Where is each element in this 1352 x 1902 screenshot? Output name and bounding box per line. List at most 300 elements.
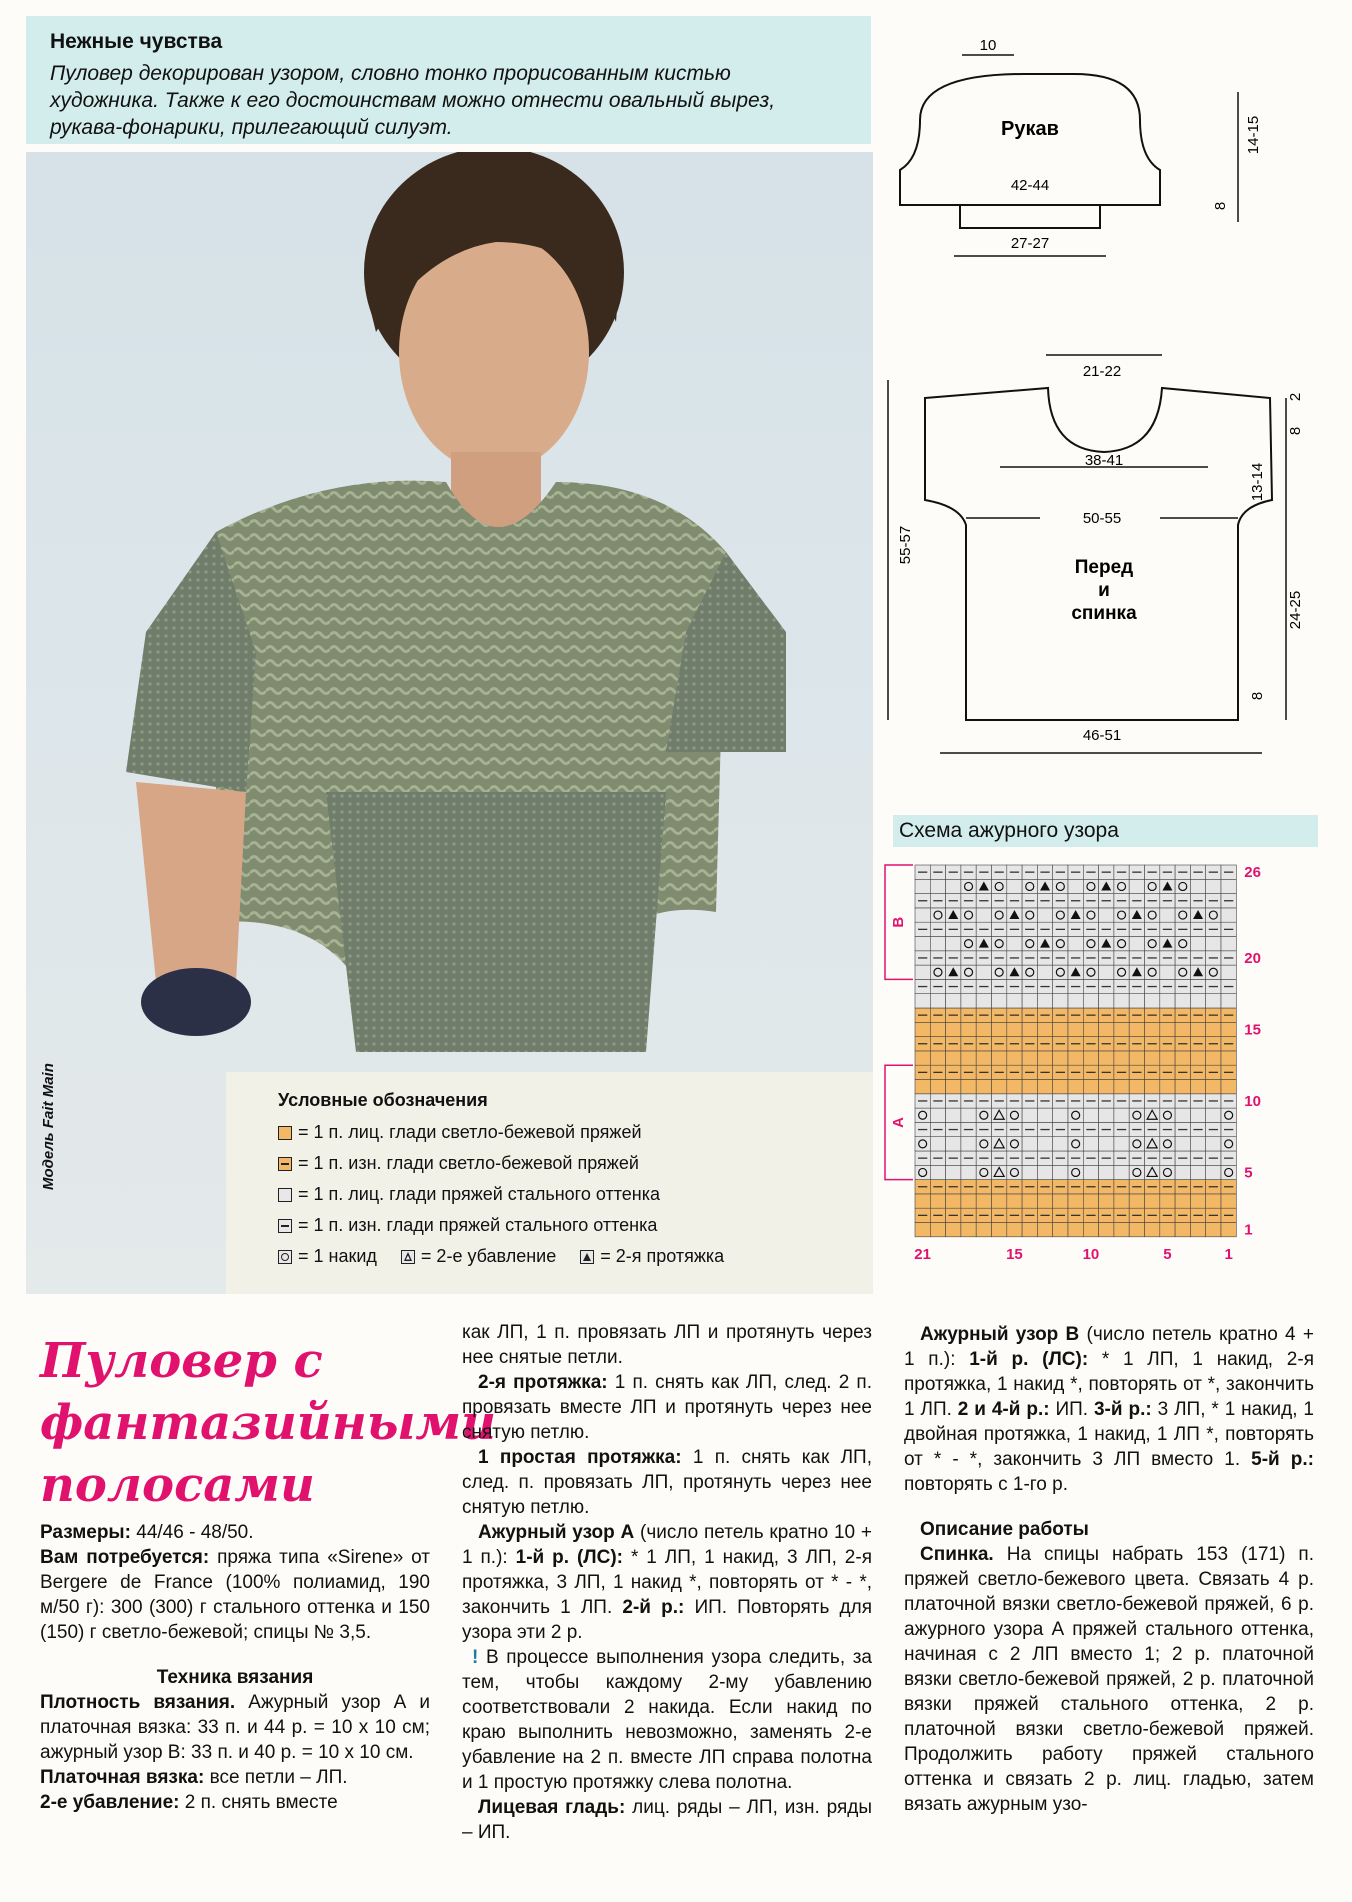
exclamation-icon: ! [472, 1647, 479, 1668]
chart-cell [1068, 994, 1083, 1008]
decrease-icon [401, 1250, 415, 1264]
intro-box [26, 16, 871, 144]
chart-cell [915, 1165, 930, 1179]
chart-cell [1037, 994, 1052, 1008]
chart-cell [1007, 1108, 1022, 1122]
legend-row [278, 1179, 868, 1210]
photo-caption: Модель Fait Main [40, 1063, 57, 1190]
chart-cell [961, 1051, 976, 1065]
pattern-a-pre: (число петель кратно 10 + 1 п.): [462, 1522, 872, 1568]
chart-cell [946, 1165, 961, 1179]
chart-cell [1206, 1223, 1221, 1237]
chart-cell [1114, 1194, 1129, 1208]
chart-cell [1221, 908, 1236, 922]
chart-cell [976, 1051, 991, 1065]
chart-cell [915, 1137, 930, 1151]
chart-cell [1083, 879, 1098, 893]
pull2-text: 1 п. снять как ЛП, след. 2 п. провязать вместе ЛП и протянуть через нее снятую петлю. [462, 1372, 872, 1443]
chart-cell [930, 994, 945, 1008]
pattern-b-text2: ИП. [1049, 1399, 1094, 1420]
pull1-label: 1 простая протяжка: [478, 1447, 682, 1468]
chart-cell [1099, 1051, 1114, 1065]
chart-cell [1190, 1051, 1205, 1065]
chart-cell [1145, 1080, 1160, 1094]
chart-cell [1221, 1108, 1236, 1122]
chart-cell [1190, 1223, 1205, 1237]
chart-cell [1007, 994, 1022, 1008]
chart-cell [915, 965, 930, 979]
pull1-paragraph [462, 1445, 872, 1520]
chart-cell [1175, 965, 1190, 979]
steel-dash-icon [278, 1219, 292, 1233]
note-paragraph [462, 1645, 872, 1795]
column-label: 10 [1082, 1245, 1100, 1263]
chart-cell [1145, 1022, 1160, 1036]
chart-cell [1037, 1165, 1052, 1179]
chart-cell [1206, 937, 1221, 951]
chart-cell [1129, 1108, 1144, 1122]
chart-cell [1206, 965, 1221, 979]
legend-row [278, 1148, 868, 1179]
chart-cell [1190, 994, 1205, 1008]
dim-8-bottom: 8 [1249, 691, 1266, 701]
chart-cell [961, 879, 976, 893]
dim-24-25: 24-25 [1287, 590, 1304, 630]
chart-cell [1053, 994, 1068, 1008]
chart-cell [1160, 1022, 1175, 1036]
chart-cell [1007, 1080, 1022, 1094]
materials-label: Вам потребуется: [40, 1547, 210, 1568]
chart-cell [1053, 908, 1068, 922]
body-label-3: спинка [1071, 603, 1137, 624]
dim-8-top: 8 [1287, 426, 1304, 436]
chart-cell [915, 908, 930, 922]
chart-cell [1114, 937, 1129, 951]
sleeve-cuff [960, 205, 1100, 228]
chart-cell [1083, 965, 1098, 979]
chart-cell [1099, 1165, 1114, 1179]
chart-cell [1068, 1194, 1083, 1208]
garter-text: все петли – ЛП. [204, 1767, 348, 1788]
pattern-a-label: Ажурный узор А [478, 1522, 635, 1543]
row-label: 20 [1244, 949, 1261, 967]
chart-cell [930, 879, 945, 893]
chart-cell [992, 1194, 1007, 1208]
chart-cell [1022, 908, 1037, 922]
sizes-text: 44/46 - 48/50. [130, 1522, 254, 1543]
chart-cell [1022, 965, 1037, 979]
chart-cell [1160, 1194, 1175, 1208]
chart-cell [1099, 994, 1114, 1008]
chart-cell [1068, 1108, 1083, 1122]
chart-cell [1007, 1051, 1022, 1065]
chart-cell [1068, 1080, 1083, 1094]
chart-cell [1053, 1051, 1068, 1065]
chart-cell [930, 1137, 945, 1151]
chart-cell [930, 908, 945, 922]
chart-cell [1114, 1223, 1129, 1237]
chart-cell [1129, 1022, 1144, 1036]
chart-cell [1068, 1022, 1083, 1036]
chart-cell [946, 1080, 961, 1094]
sleeve-height-dim: 14-15 [1245, 115, 1262, 155]
legend-row [278, 1117, 868, 1148]
sleeve-cuff-height-dim: 8 [1212, 201, 1229, 211]
back-label: Спинка. [920, 1544, 994, 1565]
chart-cell [946, 1022, 961, 1036]
chart-cell [1145, 908, 1160, 922]
chart-cell [930, 1223, 945, 1237]
chart-cell [1221, 1022, 1236, 1036]
chart-cell [930, 1165, 945, 1179]
chart-cell [1053, 1223, 1068, 1237]
chart-cell [915, 937, 930, 951]
chart-cell [1022, 937, 1037, 951]
chart-cell [1007, 1165, 1022, 1179]
chart-cell [976, 1137, 991, 1151]
article-title: Пуловер с фантазийными полосами [40, 1333, 497, 1513]
chart-cell [915, 1223, 930, 1237]
chart-cell [1190, 1194, 1205, 1208]
chart-cell [1083, 1137, 1098, 1151]
chart-cell [1022, 1080, 1037, 1094]
legend-text: = 1 п. изн. глади светло-бежевой пряжей [298, 1153, 639, 1173]
sizes-label: Размеры: [40, 1522, 131, 1543]
chart-cell [946, 879, 961, 893]
pattern-b-row24: 2 и 4-й р.: [957, 1399, 1050, 1420]
chart-cell [1114, 965, 1129, 979]
chart-cell [992, 1051, 1007, 1065]
chart-cell [1114, 994, 1129, 1008]
chart-cell [1083, 1051, 1098, 1065]
chart-cell [1129, 1137, 1144, 1151]
chart-cell [1221, 879, 1236, 893]
chart-cell [1160, 1165, 1175, 1179]
chart-cell [1099, 1080, 1114, 1094]
chart-cell [976, 1194, 991, 1208]
chart-cell [992, 879, 1007, 893]
chart-cell [1129, 994, 1144, 1008]
chart-cell [1206, 1137, 1221, 1151]
chart-cell [1175, 1137, 1190, 1151]
pattern-b-row3: 3-й р.: [1093, 1399, 1152, 1420]
chart-cell [1114, 1108, 1129, 1122]
chart-cell [992, 937, 1007, 951]
column-label: 21 [914, 1245, 931, 1263]
chart-cell [1037, 1137, 1052, 1151]
chart-cell [992, 994, 1007, 1008]
chart-cell [1221, 1194, 1236, 1208]
column-3 [904, 1322, 1314, 1817]
light-square-icon [278, 1126, 292, 1140]
chart-cell [1129, 1194, 1144, 1208]
chart-cell [930, 965, 945, 979]
chart-cell [915, 1051, 930, 1065]
pull2-paragraph [462, 1370, 872, 1445]
chart-cell [1099, 1137, 1114, 1151]
chart-cell [1083, 1108, 1098, 1122]
chart-cell [1083, 1223, 1098, 1237]
chart-cell [1206, 879, 1221, 893]
chart-cell [915, 1080, 930, 1094]
chart-cell [1083, 1165, 1098, 1179]
sleeve-cuff-dim: 27-27 [1010, 235, 1050, 252]
row-label: 1 [1244, 1221, 1253, 1239]
chart-cell [976, 1108, 991, 1122]
chart-cell [1160, 1108, 1175, 1122]
chart-cell [1099, 1108, 1114, 1122]
sleeve-schematic [880, 30, 1320, 280]
chart-cell [1083, 1194, 1098, 1208]
chart-cell [1114, 879, 1129, 893]
chart-cell [1007, 1022, 1022, 1036]
stockinette-text: лиц. ряды – ЛП, изн. ряды – ИП. [462, 1797, 873, 1843]
chart-cell [1129, 937, 1144, 951]
pattern-a-row1: 1-й р. (ЛС): [515, 1547, 624, 1568]
chart-cell [1053, 937, 1068, 951]
chart-cell [1037, 1194, 1052, 1208]
chart-cell [1175, 1223, 1190, 1237]
light-dash-icon [278, 1157, 292, 1171]
chart-cell [1053, 879, 1068, 893]
sizes-paragraph [40, 1520, 430, 1545]
intro-text: Пуловер декорирован узором, словно тонко прорисованным кистью художника. Также к его достоинствам можно отнести овальный вырез, рукава-фонарики, прилегающий силуэт. [50, 62, 776, 139]
chart-cell [1190, 1165, 1205, 1179]
chart-cell [1037, 1108, 1052, 1122]
chart-cell [1221, 1223, 1236, 1237]
chart-cell [1053, 1108, 1068, 1122]
chart-cell [1037, 1223, 1052, 1237]
chart-cell [1068, 879, 1083, 893]
chart-cell [1160, 1223, 1175, 1237]
legend-text: = 1 накид [298, 1246, 377, 1266]
chart-cell [992, 1022, 1007, 1036]
materials-text: пряжа типа «Sirene» от Bergere de France (100% полиамид, 190 м/50 г): 300 (300) г стального оттенка и 150 (150) г светло-бежевой; спицы № 3,5. [40, 1547, 430, 1643]
chart-cell [1037, 1022, 1052, 1036]
chart-cell [992, 965, 1007, 979]
total-height-dim: 55-57 [897, 525, 914, 565]
chart-cell [1007, 937, 1022, 951]
legend-title: Условные обозначения [278, 1090, 488, 1110]
chart-cell [1190, 1080, 1205, 1094]
legend-text: = 2-е убавление [420, 1246, 557, 1266]
chart-cell [1099, 965, 1114, 979]
chart-cell [1068, 1051, 1083, 1065]
chart-cell [1037, 908, 1052, 922]
density-paragraph [40, 1690, 430, 1765]
chart-cell [930, 1194, 945, 1208]
chart-cell [915, 1022, 930, 1036]
chart-cell [1053, 1137, 1068, 1151]
chart-cell [1129, 1080, 1144, 1094]
column-label: 1 [1224, 1245, 1233, 1263]
pattern-a-text: * 1 ЛП, 1 накид, 3 ЛП, 2-я протяжка, 3 ЛП, 1 накид *, повторять от * - *, закончить 1 ЛП. [462, 1547, 872, 1618]
pattern-b-text5: повторять с 1-го р. [904, 1474, 1068, 1495]
chart-cell [1099, 1022, 1114, 1036]
chart-cell [1099, 908, 1114, 922]
chart-cell [976, 965, 991, 979]
garter-label: Платочная вязка: [40, 1767, 205, 1788]
chart-title: Схема ажурного узора [893, 815, 1318, 847]
chart-cell [961, 1080, 976, 1094]
chart-cell [1114, 908, 1129, 922]
chart-cell [961, 1165, 976, 1179]
chart-cell [1114, 1165, 1129, 1179]
column-2 [462, 1320, 872, 1845]
body-outline [925, 388, 1272, 720]
chart-cell [1114, 1051, 1129, 1065]
legend-row [278, 1241, 868, 1272]
yarn-over-icon [278, 1250, 292, 1264]
chart-cell [1160, 994, 1175, 1008]
body-schematic [880, 340, 1320, 790]
chart-cell [1175, 879, 1190, 893]
pull2-label: 2-я протяжка: [478, 1372, 608, 1393]
hem-dim: 46-51 [1082, 727, 1122, 744]
body-label-1: Перед [1074, 557, 1134, 578]
chart-cell [930, 1051, 945, 1065]
chart-cell [1022, 1194, 1037, 1208]
chart-cell [1083, 1080, 1098, 1094]
chart-cell [1083, 1022, 1098, 1036]
chart-cell [1022, 1137, 1037, 1151]
legend-row [278, 1210, 868, 1241]
pattern-a-text2: ИП. Повторять для узора эти 2 р. [462, 1597, 872, 1643]
chart-cell [1175, 1080, 1190, 1094]
chart-cell [930, 937, 945, 951]
chart-cell [961, 908, 976, 922]
pattern-b-row5: 5-й р.: [1251, 1449, 1314, 1470]
chart-cell [1175, 1051, 1190, 1065]
chart-cell [1190, 1022, 1205, 1036]
chart-cell [1114, 1137, 1129, 1151]
row-label: 26 [1244, 864, 1261, 882]
pattern-b-label: Ажурный узор В [920, 1324, 1080, 1345]
chart-cell [1068, 1223, 1083, 1237]
bust-dim: 50-55 [1082, 510, 1122, 527]
chart-cell [1190, 937, 1205, 951]
chart-cell [1221, 1051, 1236, 1065]
chart-cell [1129, 879, 1144, 893]
chart-cell [976, 1022, 991, 1036]
chart-cell [1221, 1165, 1236, 1179]
chart-cell [961, 937, 976, 951]
pattern-b-row1: 1-й р. (ЛС): [969, 1349, 1089, 1370]
stockinette-paragraph [462, 1795, 872, 1845]
chart-cell [961, 965, 976, 979]
chart-cell [976, 994, 991, 1008]
chart-cell [992, 1223, 1007, 1237]
chart-cell [1190, 1108, 1205, 1122]
chart-cell [946, 1223, 961, 1237]
chart-cell [946, 1194, 961, 1208]
chart-cell [1206, 1051, 1221, 1065]
chart-cell [1022, 1022, 1037, 1036]
chart-cell [1083, 908, 1098, 922]
chart-cell [1129, 1051, 1144, 1065]
chart-cell [1206, 1194, 1221, 1208]
chart-cell [1206, 1165, 1221, 1179]
chart-cell [961, 1194, 976, 1208]
chart-cell [946, 1051, 961, 1065]
row-label: 15 [1244, 1021, 1261, 1039]
pattern-b-paragraph [904, 1322, 1314, 1497]
chart-cell [1037, 1080, 1052, 1094]
chart-cell [946, 1137, 961, 1151]
chart-cell [961, 994, 976, 1008]
chart-cell [1022, 1223, 1037, 1237]
pull1-text: 1 п. снять как ЛП, след. п. провязать ЛП, протянуть через нее снятую петлю. [462, 1447, 872, 1518]
back-paragraph [904, 1542, 1314, 1817]
chart-cell [1007, 1194, 1022, 1208]
pattern-b-text1: * 1 ЛП, 1 накид, 2-я протяжка, 1 накид *, повторять от *, закончить 1 ЛП. [904, 1349, 1314, 1420]
neck-dim: 21-22 [1082, 363, 1122, 380]
chart-cell [1206, 908, 1221, 922]
chart-cell [1099, 1223, 1114, 1237]
chart-cell [1206, 994, 1221, 1008]
chart-cell [1037, 965, 1052, 979]
chart-cell [1053, 1022, 1068, 1036]
chart-cell [976, 908, 991, 922]
chart-cell [930, 1022, 945, 1036]
chart-cell [930, 1108, 945, 1122]
chart-cell [1129, 1223, 1144, 1237]
chart-cell [1190, 1137, 1205, 1151]
section-label: В [890, 916, 907, 928]
shoulder-dim: 38-41 [1084, 452, 1124, 469]
pattern-b-text3: 3 ЛП, * 1 накид, 1 двойная протяжка, 1 накид, 1 ЛП *, повторять от * - *, закончить 3 ЛП вместо 1. [904, 1399, 1314, 1470]
chart-cell [1083, 994, 1098, 1008]
chart-cell [1145, 965, 1160, 979]
work-heading: Описание работы [920, 1519, 1089, 1540]
technique-heading: Техника вязания [156, 1667, 314, 1688]
chart-cell [1145, 879, 1160, 893]
chart-cell [1160, 1137, 1175, 1151]
garter-paragraph [40, 1765, 430, 1790]
chart-cell [976, 1223, 991, 1237]
row-label: 5 [1244, 1164, 1253, 1182]
legend-text: = 1 п. изн. глади пряжей стального оттенка [298, 1215, 658, 1235]
dim-2: 2 [1287, 392, 1304, 402]
chart-cell [1145, 1223, 1160, 1237]
chart-cell [946, 1108, 961, 1122]
chart-cell [930, 1080, 945, 1094]
pull-through-icon [580, 1250, 594, 1264]
back-text: На спицы набрать 153 (171) п. пряжей светло-бежевого цвета. Связать 4 р. платочной вязки светло-бежевой пряжей, 6 р. ажурного узора А пряжей стального оттенка, начиная с 2 ЛП вместо 1; 2 р. платочной вязки светло-бежевой пряжей, 2 р. платочной вязки пряжей стального оттенка, 2 р. платочной вязки светло-бежевой пряжей. Продолжить работу пряжей стального оттенка и связать 2 р. лиц. гладью, затем вязать ажурным узо- [904, 1544, 1314, 1815]
chart-cell [1175, 994, 1190, 1008]
chart-cell [1053, 1194, 1068, 1208]
chart-cell [1022, 1108, 1037, 1122]
chart-cell [1022, 1165, 1037, 1179]
chart-cell [961, 1108, 976, 1122]
chart-cell [1068, 1137, 1083, 1151]
note-text: В процессе выполнения узора следить, за тем, чтобы каждому 2-му убавлению соответствовали 2 накида. Если накид по краю выполнить невозможно, заменять 2-е убавление на 2 п. вместе ЛП справа полотна и 1 простую протяжку слева полотна. [462, 1647, 872, 1793]
chart-cell [1129, 1165, 1144, 1179]
chart-cell [976, 1080, 991, 1094]
chart-cell [1175, 1165, 1190, 1179]
chart-cell [1221, 1080, 1236, 1094]
column-label: 5 [1163, 1245, 1172, 1263]
legend-text: = 2-я протяжка [600, 1246, 725, 1266]
decrease-label: 2-е убавление: [40, 1792, 180, 1813]
decrease-text: 2 п. снять вместе [179, 1792, 338, 1813]
chart-cell [1068, 1165, 1083, 1179]
chart-cell [1145, 1194, 1160, 1208]
pattern-a-row2: 2-й р.: [622, 1597, 685, 1618]
chart-cell [1206, 1080, 1221, 1094]
legend [278, 1090, 868, 1272]
chart-cell [915, 879, 930, 893]
